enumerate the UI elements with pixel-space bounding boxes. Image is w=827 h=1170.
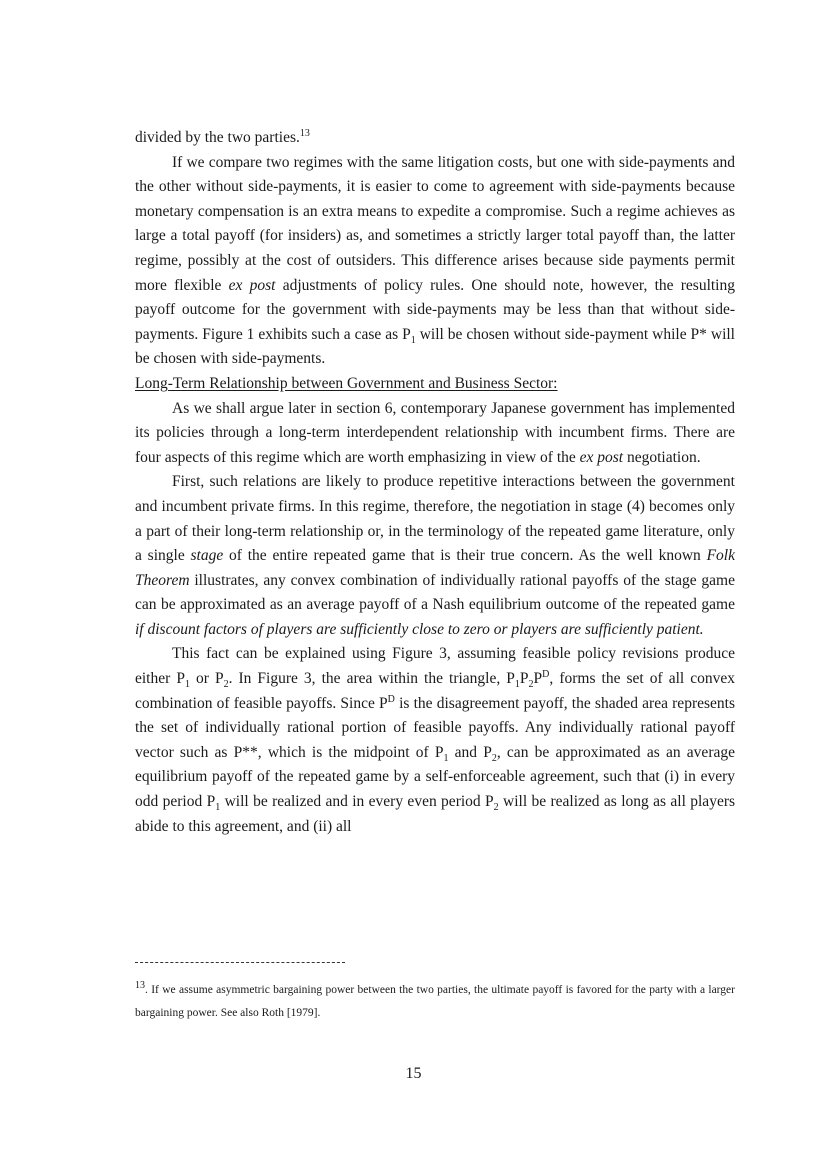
- subscript: 1: [184, 679, 190, 691]
- italic-term: ex post: [228, 276, 276, 294]
- subscript: 1: [410, 334, 416, 346]
- text-run: illustrates, any convex combination of individually rational payoffs of the stage game can be approximated as an average payoff of a Nash equilibrium outcome of the repeated game: [135, 571, 735, 614]
- footnote-mark: 13: [135, 980, 145, 992]
- subscript: 2: [223, 679, 229, 691]
- text-run: . If we assume asymmetric bargaining power between the two parties, the ultimate payoff is favored for the party with a larger bargaining power. See also Roth [1979].: [135, 984, 735, 1019]
- text-run: . In Figure 3, the area within the triangle, P: [228, 670, 515, 688]
- subscript: 1: [215, 802, 221, 814]
- text-run: will be realized as long as all players abide to this agreement, and (ii) all: [135, 793, 736, 835]
- text-run: , can be approximated as an average equilibrium payoff of the repeated game by a self-enforceable agreement, such that (i) in every odd period P: [135, 743, 735, 811]
- paragraph-long-term-relationship: [135, 397, 735, 471]
- italic-term: if discount factors of players are sufficiently close to zero or players are sufficiently patient.: [135, 620, 704, 638]
- text-run: P: [533, 670, 543, 688]
- footnote-reference: 13: [299, 127, 310, 139]
- subscript: 1: [514, 679, 520, 691]
- subscript: 2: [491, 752, 497, 764]
- paragraph-figure-3: [135, 642, 735, 839]
- superscript: D: [387, 693, 395, 705]
- footnote: [135, 979, 735, 1025]
- superscript: D: [542, 668, 550, 680]
- paragraph-repetitive-interactions: [135, 470, 735, 642]
- text-run: negotiation.: [623, 448, 701, 466]
- section-heading: Long-Term Relationship between Government and Business Sector:: [135, 374, 558, 392]
- paragraph-side-payments: [135, 151, 735, 372]
- page-number: 15: [405, 1065, 422, 1082]
- text-run: adjustments of policy rules. One should note, however, the resulting payoff outcome for the government with side-payments may be less than that without side-payments. Figure 1 exhibits such a case as P: [135, 276, 735, 343]
- footnote-divider: [135, 962, 345, 963]
- text-run: will be realized and in every even period P: [220, 793, 494, 811]
- text-run: , forms the set of all convex combination of feasible payoffs. Since P: [135, 670, 735, 712]
- text-run: First, such relations are likely to produce repetitive interactions between the government and incumbent private firms. In this regime, therefore, the negotiation in stage (4) becomes only a part of their long-term relationship or, in the terminology of the repeated game literature, only a single: [135, 473, 735, 565]
- text-run: will be chosen without side-payment while P* will be chosen with side-payments.: [135, 325, 735, 368]
- body-text: [135, 126, 735, 839]
- text-run: or P: [189, 670, 224, 688]
- text-run: and P: [448, 743, 492, 761]
- footnote-text: [135, 979, 735, 1025]
- text-run: is the disagreement payoff, the shaded area represents the set of individually rational portion of feasible payoffs. Any individually rational payoff vector such as P**, which is the midpoint of P: [135, 694, 735, 761]
- text-run: As we shall argue later in section 6, contemporary Japanese government has implemented its policies through a long-term interdependent relationship with incumbent firms. There are four aspects of this regime which are worth emphasizing in view of the: [135, 399, 735, 466]
- paragraph-continuation: [135, 126, 735, 151]
- italic-term: Folk Theorem: [135, 547, 735, 589]
- subscript: 2: [493, 802, 499, 814]
- text-run: If we compare two regimes with the same litigation costs, but one with side-payments and the other without side-payments, it is easier to come to agreement with side-payments because monetary compensation is an extra means to expedite a compromise. Such a regime achieves as large a total payoff (for insiders) as, and sometimes a strictly larger total payoff than, the latter regime, possibly at the cost of outsiders. This difference arises because side payments permit more flexible: [135, 153, 735, 294]
- subscript: 2: [528, 679, 534, 691]
- text-run: This fact can be explained using Figure 3, assuming feasible policy revisions produce either P: [135, 645, 735, 688]
- subscript: 1: [443, 752, 449, 764]
- text-run: of the entire repeated game that is their true concern. As the well known: [223, 547, 707, 565]
- text-run: P: [519, 670, 529, 688]
- italic-term: stage: [190, 547, 224, 565]
- text-run: divided by the two parties.: [135, 129, 300, 146]
- italic-term: ex post: [579, 448, 624, 466]
